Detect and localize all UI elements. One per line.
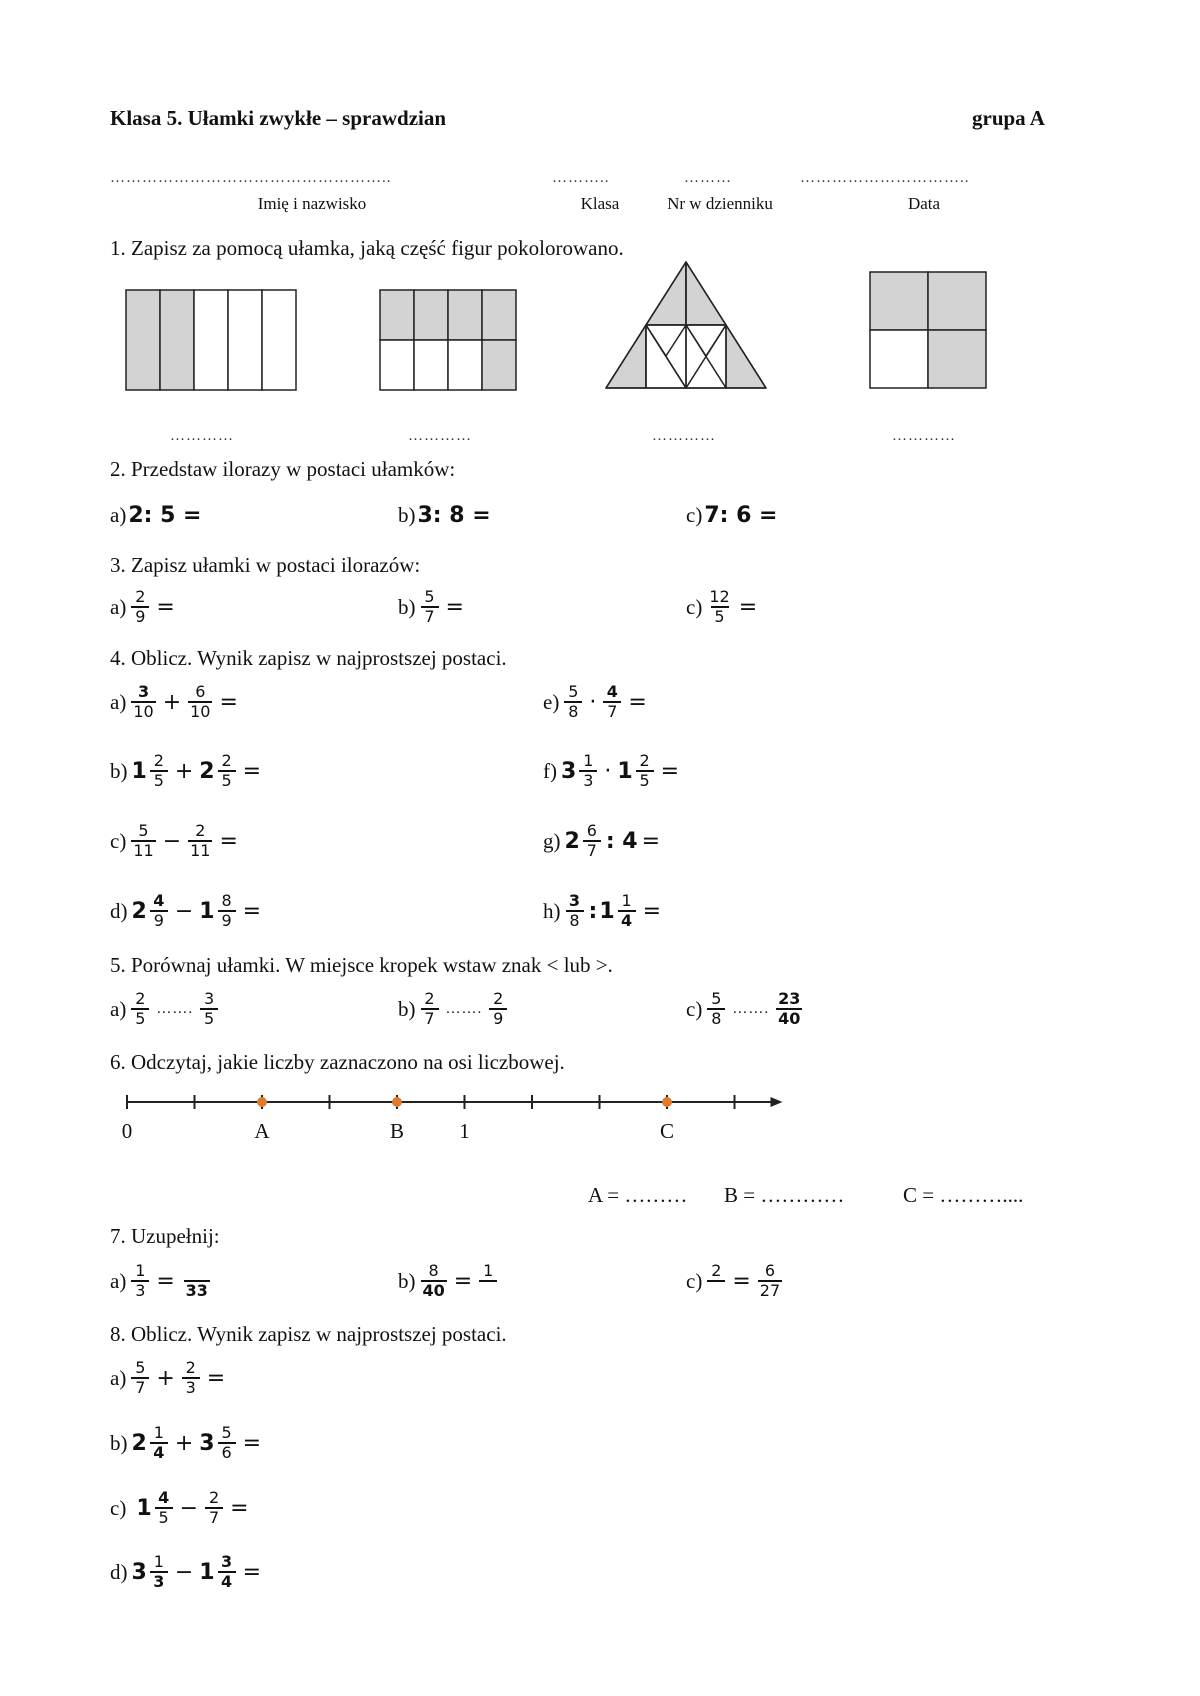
numerator: 8 — [428, 1261, 439, 1280]
fraction — [131, 1262, 149, 1300]
numerator: 3 — [568, 891, 581, 910]
fraction — [564, 683, 582, 721]
answer-fig4[interactable]: ………… — [892, 428, 956, 444]
task4-c — [110, 822, 242, 860]
denominator: 3 — [579, 770, 597, 790]
fraction — [421, 1262, 447, 1300]
numerator: 12 — [709, 587, 730, 606]
task1-text: 1. Zapisz za pomocą ułamka, jaką część figur pokolorowano. — [110, 236, 624, 260]
denominator: 5 — [636, 770, 654, 790]
numerator: 4 — [606, 682, 618, 701]
denominator: 11 — [190, 841, 211, 860]
denominator: 3 — [131, 1280, 149, 1300]
comparison-blank[interactable]: ……. — [732, 1000, 770, 1017]
figure-strips — [126, 290, 296, 390]
whole-part: 3 — [199, 1430, 215, 1456]
task7-c — [686, 1262, 785, 1300]
numerator: 4 — [158, 1488, 170, 1507]
number-line-label: B — [389, 1119, 405, 1143]
task2-c — [686, 503, 778, 528]
numerator: 1 — [583, 751, 594, 770]
denominator: 4 — [150, 1442, 168, 1462]
numerator: 2 — [639, 751, 650, 770]
item-label: b) — [398, 594, 416, 619]
item-label: c) — [686, 594, 703, 619]
equals-sign: = — [628, 689, 647, 715]
task4-g — [543, 822, 664, 860]
item-label: a) — [110, 1365, 127, 1390]
answer-b[interactable]: B = ………… — [724, 1183, 845, 1207]
whole-part: 2 — [564, 828, 580, 854]
quotient-expression: 3: 8 = — [417, 503, 491, 528]
equals-sign: = — [242, 758, 261, 784]
answer-fig3[interactable]: ………… — [652, 428, 716, 444]
numerator: 5 — [424, 587, 435, 606]
numerator: 5 — [221, 1423, 232, 1442]
item-label: c) — [686, 1268, 703, 1293]
fraction — [205, 1489, 223, 1527]
numerator: 5 — [568, 682, 579, 701]
operator: · — [589, 689, 597, 715]
denominator: 9 — [131, 606, 149, 626]
fraction — [131, 1359, 149, 1397]
item-label: h) — [543, 898, 561, 923]
comparison-blank[interactable]: ……. — [445, 1000, 483, 1017]
denominator: 10 — [133, 702, 154, 721]
equals-sign: = — [738, 594, 758, 620]
title-plain: Klasa 5. Ułamki zwykłe – — [110, 106, 343, 130]
denominator: 7 — [583, 840, 601, 860]
fraction — [776, 990, 802, 1028]
equals-sign: = — [156, 594, 175, 620]
denominator-blank[interactable] — [707, 1280, 725, 1300]
denominator: 9 — [150, 910, 168, 930]
numerator: 2 — [185, 1358, 196, 1377]
task1-figures — [0, 0, 1200, 420]
date-dots[interactable]: ………………………….. — [800, 170, 970, 186]
fraction — [150, 752, 168, 790]
denominator: 33 — [185, 1281, 208, 1300]
whole-part: 3 — [561, 758, 577, 784]
fraction — [479, 1262, 497, 1300]
numerator: 1 — [153, 1423, 164, 1442]
numerator: 3 — [220, 1552, 233, 1571]
label-class: Klasa — [580, 194, 620, 213]
point-marker-a — [257, 1097, 267, 1107]
task8-c — [110, 1489, 253, 1527]
whole-part: 1 — [131, 758, 147, 784]
denominator-blank[interactable] — [479, 1280, 497, 1300]
number-line-label: 1 — [459, 1119, 470, 1143]
point-marker-c — [662, 1097, 672, 1107]
fraction — [489, 990, 507, 1028]
quotient-expression: 7: 6 = — [704, 503, 778, 528]
figure-triangle — [606, 262, 766, 388]
item-label: d) — [110, 1559, 128, 1584]
task8-d — [110, 1553, 265, 1591]
operator: + — [174, 1430, 194, 1456]
numerator: 23 — [778, 989, 801, 1008]
denominator: 8 — [566, 910, 584, 930]
item-label: a) — [110, 594, 127, 619]
numerator: 2 — [711, 1261, 722, 1280]
numerator: 2 — [135, 989, 146, 1008]
fraction — [218, 752, 236, 790]
task5-text: 5. Porównaj ułamki. W miejsce kropek wstaw znak < lub >. — [110, 953, 613, 977]
equals-sign: = — [242, 1559, 261, 1585]
fraction — [618, 892, 636, 930]
name-dots[interactable]: …………………………………………….. — [110, 170, 392, 186]
numerator: 2 — [153, 751, 164, 770]
fraction — [150, 1424, 168, 1462]
label-name: Imię i nazwisko — [257, 194, 367, 213]
item-label: c) — [110, 828, 127, 853]
equals-sign: = — [445, 594, 464, 620]
operator: − — [179, 1495, 199, 1521]
task2-text: 2. Przedstaw ilorazy w postaci ułamków: — [110, 457, 456, 481]
group-label: grupa A — [972, 106, 1045, 130]
class-dots[interactable]: ……….. — [552, 170, 610, 186]
numerator: 5 — [138, 821, 149, 840]
fraction — [603, 683, 621, 721]
fraction — [131, 990, 149, 1028]
equals-sign: = — [156, 1268, 175, 1294]
numerator: 1 — [621, 891, 632, 910]
item-label: f) — [543, 758, 557, 783]
fraction — [182, 1359, 200, 1397]
task8-text: 8. Oblicz. Wynik zapisz w najprostszej postaci. — [110, 1322, 507, 1346]
number-line — [0, 1080, 1200, 1170]
answer-fig2[interactable]: ………… — [408, 428, 472, 444]
number-line-label: 0 — [121, 1119, 133, 1143]
task4-text: 4. Oblicz. Wynik zapisz w najprostszej postaci. — [110, 646, 507, 670]
comparison-blank[interactable]: ……. — [156, 1000, 194, 1017]
point-marker-b — [392, 1097, 402, 1107]
denominator: 11 — [133, 841, 154, 860]
task3-a — [110, 588, 179, 626]
numerator: 5 — [711, 989, 722, 1008]
figure-square — [870, 272, 986, 388]
item-label: b) — [110, 758, 128, 783]
answer-fig1[interactable]: ………… — [170, 428, 234, 444]
item-label: c) — [686, 503, 703, 527]
denominator: 5 — [711, 606, 729, 626]
fraction — [200, 990, 218, 1028]
equals-sign: = — [642, 898, 662, 924]
equals-sign: = — [242, 1430, 261, 1456]
item-label: a) — [110, 689, 127, 714]
numerator: 3 — [203, 989, 215, 1008]
numerator: 6 — [764, 1261, 776, 1280]
denominator: 27 — [759, 1281, 781, 1300]
equals-sign: = — [641, 828, 661, 854]
denominator: 3 — [150, 1571, 168, 1591]
task5-a — [110, 990, 221, 1028]
numerator: 2 — [208, 1488, 220, 1507]
fraction — [188, 822, 212, 860]
fraction — [579, 752, 597, 790]
title-bold: sprawdzian — [342, 106, 447, 130]
denominator: 40 — [778, 1009, 801, 1028]
task3-c — [686, 588, 761, 626]
numerator: 1 — [483, 1261, 494, 1280]
task8-b — [110, 1424, 265, 1462]
item-label: b) — [398, 996, 416, 1021]
denominator: 5 — [131, 1008, 149, 1028]
equals-sign: = — [206, 1365, 226, 1391]
denominator: 3 — [182, 1377, 200, 1397]
item-label: b) — [398, 503, 416, 527]
item-label: b) — [398, 1268, 416, 1293]
fraction — [218, 892, 236, 930]
denominator: 5 — [200, 1008, 218, 1028]
numerator: 6 — [195, 682, 206, 701]
task4-d — [110, 892, 265, 930]
task3-b — [398, 588, 468, 626]
task4-e — [543, 683, 651, 721]
denominator: 6 — [218, 1442, 236, 1462]
whole-part: 2 — [131, 1430, 147, 1456]
task4-h — [543, 892, 665, 930]
denominator: 5 — [150, 770, 168, 790]
item-label: a) — [110, 996, 127, 1021]
operator: : — [588, 898, 598, 924]
fraction — [182, 1262, 212, 1300]
fraction — [707, 1262, 725, 1300]
numerator: 4 — [153, 891, 165, 910]
item-label: c) — [110, 1495, 127, 1520]
whole-part: 1 — [199, 898, 215, 924]
task2-b — [398, 503, 491, 528]
numerator: 6 — [586, 821, 597, 840]
whole-part: 1 — [617, 758, 633, 784]
numerator: 2 — [195, 821, 206, 840]
operator: + — [156, 1365, 175, 1391]
denominator: 9 — [218, 910, 236, 930]
denominator: 4 — [618, 910, 636, 930]
task5-c — [686, 990, 805, 1028]
fraction — [218, 1424, 236, 1462]
numerator: 2 — [135, 587, 146, 606]
number-line-label: C — [659, 1119, 675, 1143]
arrow-icon — [771, 1097, 783, 1107]
item-label: c) — [686, 996, 703, 1021]
answer-a[interactable]: A = ……… — [588, 1183, 688, 1207]
denominator: 7 — [205, 1507, 223, 1527]
task4-b — [110, 752, 265, 790]
denominator: 5 — [155, 1507, 173, 1527]
fraction — [188, 683, 212, 721]
fraction — [131, 683, 155, 721]
fraction — [707, 588, 731, 626]
equals-sign: = — [732, 1268, 751, 1294]
whole-part: 1 — [599, 898, 615, 924]
numerator: 1 — [135, 1261, 146, 1280]
numerator-blank[interactable] — [182, 1262, 212, 1280]
denominator: 4 — [218, 1571, 236, 1591]
denominator: 7 — [131, 1377, 149, 1397]
operator: + — [162, 689, 182, 715]
item-label: d) — [110, 898, 128, 923]
numerator: 3 — [137, 682, 150, 701]
operator: · — [604, 758, 612, 784]
label-date: Data — [907, 194, 941, 213]
item-label: g) — [543, 828, 561, 853]
item-label: b) — [110, 1430, 128, 1455]
whole-part: 2 — [131, 898, 147, 924]
task7-text: 7. Uzupełnij: — [110, 1224, 220, 1248]
number-dots[interactable]: ……… — [684, 170, 732, 186]
denominator: 10 — [190, 702, 211, 721]
whole-part: 1 — [136, 1495, 152, 1521]
numerator: 2 — [221, 751, 232, 770]
item-label: e) — [543, 689, 560, 714]
fraction — [131, 822, 155, 860]
task5-b — [398, 990, 510, 1028]
numerator: 2 — [424, 989, 435, 1008]
task7-b — [398, 1262, 500, 1300]
fraction — [421, 588, 439, 626]
operator: − — [174, 898, 194, 924]
task8-a — [110, 1359, 229, 1397]
denominator: 7 — [603, 701, 621, 721]
denominator: 9 — [489, 1008, 507, 1028]
fraction — [155, 1489, 173, 1527]
numerator: 8 — [221, 891, 232, 910]
operator: − — [174, 1559, 194, 1585]
task2-a — [110, 503, 202, 528]
equals-sign: = — [230, 1495, 249, 1521]
equals-sign: = — [453, 1268, 473, 1294]
task6-text: 6. Odczytaj, jakie liczby zaznaczono na osi liczbowej. — [110, 1050, 565, 1074]
fraction — [150, 1553, 168, 1591]
whole-part: 3 — [131, 1559, 147, 1585]
task3-text: 3. Zapisz ułamki w postaci ilorazów: — [110, 553, 421, 577]
denominator: 8 — [707, 1008, 725, 1028]
task7-a — [110, 1262, 215, 1300]
answer-c[interactable]: C = ……….... — [903, 1183, 1024, 1207]
fraction — [131, 588, 149, 626]
fraction — [758, 1262, 782, 1300]
denominator: 7 — [421, 606, 439, 626]
figure-grid — [380, 290, 516, 390]
fraction — [636, 752, 654, 790]
operator: + — [174, 758, 194, 784]
equals-sign: = — [242, 898, 261, 924]
denominator: 40 — [422, 1281, 445, 1300]
whole-part: 2 — [199, 758, 215, 784]
item-label: a) — [110, 1268, 127, 1293]
fraction — [218, 1553, 236, 1591]
numerator: 1 — [153, 1552, 164, 1571]
task4-f — [543, 752, 683, 790]
denominator: 8 — [564, 701, 582, 721]
task4-a — [110, 683, 242, 721]
fraction — [566, 892, 584, 930]
denominator: 5 — [218, 770, 236, 790]
denominator: 7 — [421, 1008, 439, 1028]
numerator: 2 — [493, 989, 504, 1008]
fraction — [707, 990, 725, 1028]
equals-sign: = — [660, 758, 680, 784]
operator: : 4 — [605, 828, 638, 854]
fraction — [150, 892, 168, 930]
quotient-expression: 2: 5 = — [128, 503, 202, 528]
fraction — [421, 990, 439, 1028]
number-line-label: A — [254, 1119, 270, 1143]
numerator: 5 — [135, 1358, 146, 1377]
equals-sign: = — [219, 828, 238, 854]
item-label: a) — [110, 503, 127, 527]
equals-sign: = — [219, 689, 238, 715]
fraction — [583, 822, 601, 860]
whole-part: 1 — [199, 1559, 215, 1585]
operator: − — [162, 828, 182, 854]
label-number: Nr w dzienniku — [667, 194, 773, 213]
